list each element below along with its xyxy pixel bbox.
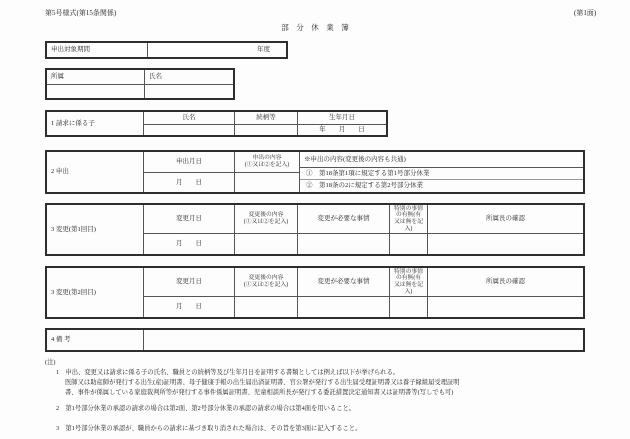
- note-1-line-3: 書、事件が係属している家庭裁判所等が発行する事件係属証明書、児童相談所長が発行する委託措置決定通知書又は証明書等(写しでも可): [65, 389, 454, 396]
- change2-content-header-line1: 変更後の内容: [248, 275, 284, 282]
- form-number: 第5号様式(第15条関係): [45, 9, 117, 17]
- change1-content-cell: [235, 233, 298, 254]
- request-section-label: 2 申出: [47, 152, 144, 192]
- request-note-header: ※申出の内容(変更後の内容も共通): [304, 155, 406, 163]
- name-cell: [145, 84, 233, 98]
- request-date-header: 申出月日: [144, 152, 235, 172]
- change1-date-header: 変更月日: [144, 205, 235, 233]
- change1-date-cell: 月 日: [144, 233, 235, 254]
- page-title: 部 分 休 業 簿: [281, 23, 349, 32]
- note-1-line-1: 1 申出、変更又は請求に係る子の氏名、職員との続柄等及び生年月日を証明する書類としては例えば以下が挙げられる。: [56, 369, 400, 376]
- child-birthdate-header: 生年月日: [329, 114, 355, 122]
- change2-special-cell: [390, 296, 428, 317]
- request-content-header: [235, 152, 300, 172]
- request-date-cell: 月 日: [144, 172, 235, 192]
- request-content-header-line2: (①又は②を記入): [244, 162, 290, 168]
- change1-section-label: 3 変更(第1回目): [47, 205, 144, 254]
- child-table: [45, 110, 388, 137]
- change2-content-header: [235, 268, 298, 296]
- change1-confirmation-cell: [428, 233, 583, 254]
- change2-reason-header: 変更が必要な事情: [298, 268, 390, 296]
- change1-reason-cell: [298, 233, 390, 254]
- change2-confirmation-header: 所属長の確認: [486, 278, 525, 286]
- remarks-section-label: 4 備 考: [47, 330, 144, 350]
- change-table-2: [45, 266, 585, 319]
- remarks-cell: [144, 330, 583, 350]
- child-relation-header: 続柄等: [235, 112, 298, 124]
- note-3: 3 第1号部分休業の承認が、職員からの請求に基づき取り消された場合は、その旨を第3面に記入すること。: [56, 425, 362, 432]
- period-table: [45, 41, 288, 59]
- change2-reason-cell: [298, 296, 390, 317]
- request-content-cell: [235, 172, 300, 192]
- child-name-cell: [144, 124, 235, 135]
- change2-content-header-line2: (①又は②を記入): [243, 282, 289, 288]
- child-birthdate-cell: 年 月 日: [298, 124, 386, 135]
- change2-section-label: 3 変更(第2回目): [47, 268, 144, 317]
- child-relation-cell: [235, 124, 298, 135]
- change2-content-cell: [235, 296, 298, 317]
- change2-date-cell: 月 日: [144, 296, 235, 317]
- request-content-header-line1: 申出の内容: [252, 155, 282, 162]
- remarks-table: [45, 328, 585, 352]
- child-section-label: 1 請求に係る子: [47, 112, 144, 135]
- change1-reason-header: 変更が必要な事情: [298, 205, 390, 233]
- change1-content-header-line2: (①又は②を記入): [243, 219, 289, 225]
- change2-special-header: 特別の事情の有無(有又は無を記入): [390, 268, 428, 296]
- request-option-2: ② 第18条の2に規定する第2号部分休業: [300, 179, 583, 192]
- notes-header: (注): [45, 359, 56, 366]
- change2-date-header: 変更月日: [144, 268, 235, 296]
- page-number: (第1面): [574, 9, 597, 17]
- change2-confirmation-cell: [428, 296, 583, 317]
- change1-content-header-line1: 変更後の内容: [248, 212, 284, 219]
- change1-content-header: [235, 205, 298, 233]
- person-table: [45, 68, 235, 100]
- name-header: 氏名: [149, 73, 162, 81]
- period-value: 年度: [257, 46, 270, 54]
- period-label: 申出対象期間: [47, 43, 148, 57]
- change1-special-header: 特別の事情の有無(有又は無を記入): [390, 205, 428, 233]
- change-table-1: [45, 203, 585, 256]
- note-1-line-2: 医師又は助産師が発行する出生(産)証明書、母子健康手帳の出生届出済証明書、官公署が発行する出生届受理証明書又は養子縁組届受理証明: [65, 379, 460, 386]
- change1-confirmation-header: 所属長の確認: [486, 215, 525, 223]
- affiliation-header: 所属: [47, 70, 145, 84]
- child-name-header: 氏名: [144, 112, 235, 124]
- request-option-1: ① 第18条第1項に規定する第1号部分休業: [300, 167, 583, 179]
- request-table: [45, 150, 585, 194]
- affiliation-cell: [47, 84, 145, 98]
- note-2: 2 第1号部分休業の承認の請求の場合は第2面、第2号部分休業の承認の請求の場合は第4面を用いること。: [56, 405, 356, 412]
- change1-special-cell: [390, 233, 428, 254]
